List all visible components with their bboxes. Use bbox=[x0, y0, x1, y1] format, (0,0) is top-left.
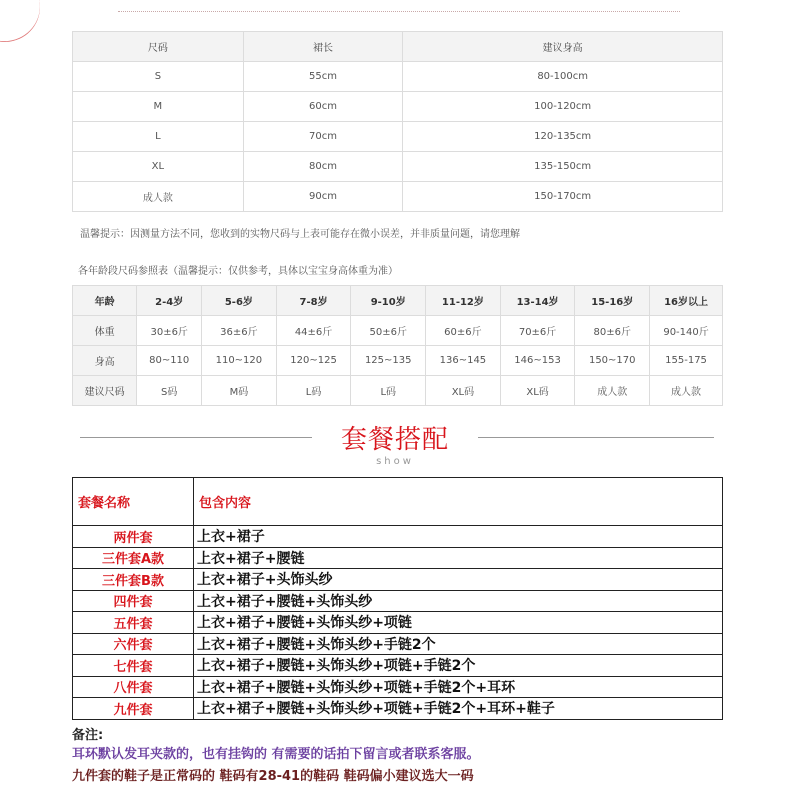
table-cell: 136~145 bbox=[426, 346, 501, 376]
row-label: 体重 bbox=[73, 316, 137, 346]
row-label: 身高 bbox=[73, 346, 137, 376]
table-row bbox=[73, 676, 723, 698]
package-content: 上衣+裙子 bbox=[194, 526, 723, 548]
height-cell: 150-170cm bbox=[403, 182, 723, 212]
table-row bbox=[73, 633, 723, 655]
package-name: 九件套 bbox=[73, 698, 194, 720]
table-cell: 44±6斤 bbox=[276, 316, 351, 346]
table-cell: 70±6斤 bbox=[500, 316, 575, 346]
table-cell: 120~125 bbox=[276, 346, 351, 376]
note-shoes: 九件套的鞋子是正常码的 鞋码有28-41的鞋码 鞋码偏小建议选大一码 bbox=[72, 769, 474, 784]
table-cell: 50±6斤 bbox=[351, 316, 426, 346]
height-cell: 135-150cm bbox=[403, 152, 723, 182]
table-row bbox=[73, 698, 723, 720]
length-cell: 90cm bbox=[243, 182, 403, 212]
size-cell: L bbox=[73, 122, 244, 152]
package-name: 三件套B款 bbox=[73, 569, 194, 591]
table-row bbox=[73, 182, 723, 212]
package-content: 上衣+裙子+头饰头纱 bbox=[194, 569, 723, 591]
height-cell: 120-135cm bbox=[403, 122, 723, 152]
table-cell: 成人款 bbox=[650, 376, 723, 406]
table-row bbox=[73, 346, 723, 376]
table-row bbox=[73, 590, 723, 612]
table-cell: 30±6斤 bbox=[137, 316, 202, 346]
age-header: 年龄 bbox=[73, 286, 137, 316]
table-cell: 36±6斤 bbox=[202, 316, 277, 346]
table-row bbox=[73, 376, 723, 406]
age-header: 2-4岁 bbox=[137, 286, 202, 316]
table-row bbox=[73, 569, 723, 591]
table-cell: XL码 bbox=[500, 376, 575, 406]
row-label: 建议尺码 bbox=[73, 376, 137, 406]
table-cell: M码 bbox=[202, 376, 277, 406]
table-cell: 146~153 bbox=[500, 346, 575, 376]
package-table bbox=[72, 477, 723, 720]
section-subtitle: show bbox=[376, 456, 414, 467]
package-content: 上衣+裙子+腰链+头饰头纱+手链2个 bbox=[194, 633, 723, 655]
length-cell: 80cm bbox=[243, 152, 403, 182]
table-row bbox=[73, 152, 723, 182]
package-header-content: 包含内容 bbox=[194, 478, 723, 526]
table-cell: 80±6斤 bbox=[575, 316, 650, 346]
package-name: 四件套 bbox=[73, 590, 194, 612]
height-cell: 100-120cm bbox=[403, 92, 723, 122]
table-cell: 80~110 bbox=[137, 346, 202, 376]
age-header: 5-6岁 bbox=[202, 286, 277, 316]
package-header-row bbox=[73, 478, 723, 526]
table-row bbox=[73, 62, 723, 92]
table-row bbox=[73, 612, 723, 634]
table-row bbox=[73, 92, 723, 122]
table-cell: L码 bbox=[351, 376, 426, 406]
age-table-header-row bbox=[73, 286, 723, 316]
age-size-table bbox=[72, 285, 723, 406]
age-header: 13-14岁 bbox=[500, 286, 575, 316]
table-cell: 90-140斤 bbox=[650, 316, 723, 346]
table-cell: L码 bbox=[276, 376, 351, 406]
age-header: 7-8岁 bbox=[276, 286, 351, 316]
package-name: 七件套 bbox=[73, 655, 194, 677]
table-row bbox=[73, 526, 723, 548]
table-cell: 成人款 bbox=[575, 376, 650, 406]
package-name: 八件套 bbox=[73, 676, 194, 698]
table-cell: 125~135 bbox=[351, 346, 426, 376]
length-cell: 60cm bbox=[243, 92, 403, 122]
package-header-name: 套餐名称 bbox=[73, 478, 194, 526]
age-header: 15-16岁 bbox=[575, 286, 650, 316]
table-cell: 150~170 bbox=[575, 346, 650, 376]
size-cell: XL bbox=[73, 152, 244, 182]
package-content: 上衣+裙子+腰链 bbox=[194, 547, 723, 569]
corner-decoration bbox=[0, 0, 49, 51]
size-cell: S bbox=[73, 62, 244, 92]
section-title: 套餐搭配 bbox=[340, 425, 449, 455]
package-content: 上衣+裙子+腰链+头饰头纱+项链+手链2个+耳环 bbox=[194, 676, 723, 698]
size-header-size: 尺码 bbox=[73, 32, 244, 62]
age-table-title: 各年龄段尺码参照表（温馨提示：仅供参考，具体以宝宝身高体重为准） bbox=[78, 266, 398, 277]
size-table-header-row bbox=[73, 32, 723, 62]
age-header: 9-10岁 bbox=[351, 286, 426, 316]
table-row bbox=[73, 122, 723, 152]
package-name: 六件套 bbox=[73, 633, 194, 655]
package-content: 上衣+裙子+腰链+头饰头纱+项链+手链2个 bbox=[194, 655, 723, 677]
size-cell: M bbox=[73, 92, 244, 122]
table-row bbox=[73, 547, 723, 569]
top-dotted-divider bbox=[118, 11, 680, 12]
age-header: 11-12岁 bbox=[426, 286, 501, 316]
table-cell: S码 bbox=[137, 376, 202, 406]
size-table bbox=[72, 31, 723, 212]
length-cell: 70cm bbox=[243, 122, 403, 152]
package-name: 两件套 bbox=[73, 526, 194, 548]
package-content: 上衣+裙子+腰链+头饰头纱+项链 bbox=[194, 612, 723, 634]
notes-label: 备注: bbox=[72, 728, 104, 743]
length-cell: 55cm bbox=[243, 62, 403, 92]
table-row bbox=[73, 316, 723, 346]
section-divider-left bbox=[80, 437, 312, 438]
package-content: 上衣+裙子+腰链+头饰头纱 bbox=[194, 590, 723, 612]
table-cell: 60±6斤 bbox=[426, 316, 501, 346]
measurement-hint: 温馨提示：因测量方法不同，您收到的实物尺码与上表可能存在微小误差，并非质量问题，请您理解 bbox=[80, 229, 520, 240]
size-header-height: 建议身高 bbox=[403, 32, 723, 62]
package-name: 三件套A款 bbox=[73, 547, 194, 569]
package-name: 五件套 bbox=[73, 612, 194, 634]
package-content: 上衣+裙子+腰链+头饰头纱+项链+手链2个+耳环+鞋子 bbox=[194, 698, 723, 720]
table-cell: XL码 bbox=[426, 376, 501, 406]
table-row bbox=[73, 655, 723, 677]
table-cell: 155-175 bbox=[650, 346, 723, 376]
size-cell: 成人款 bbox=[73, 182, 244, 212]
section-divider-right bbox=[478, 437, 714, 438]
age-header: 16岁以上 bbox=[650, 286, 723, 316]
table-cell: 110~120 bbox=[202, 346, 277, 376]
note-earring: 耳环默认发耳夹款的，也有挂钩的 有需要的话拍下留言或者联系客服。 bbox=[72, 747, 480, 762]
height-cell: 80-100cm bbox=[403, 62, 723, 92]
size-header-skirt-length: 裙长 bbox=[243, 32, 403, 62]
